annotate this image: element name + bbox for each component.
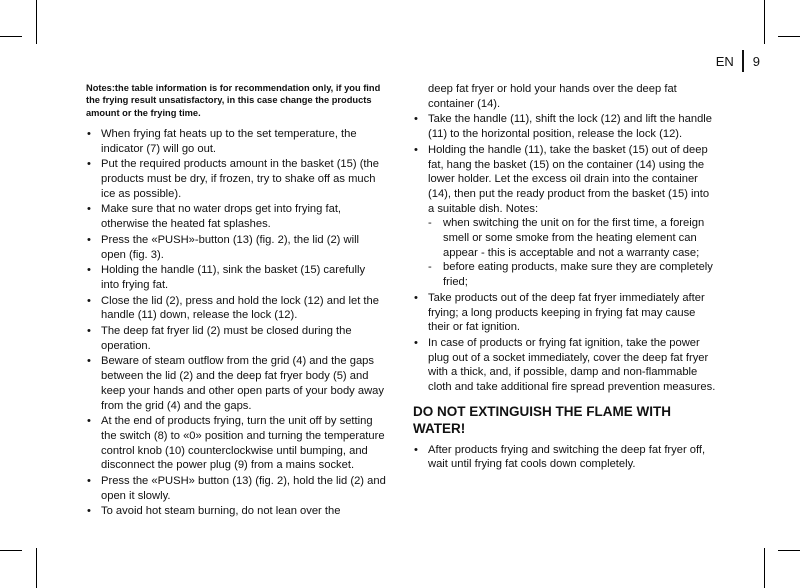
page-number: 9 <box>752 53 760 69</box>
sub-list-item: - before eating products, make sure they are completely fried; <box>428 260 718 289</box>
crop-mark <box>778 550 800 551</box>
instruction-list-continued <box>413 82 718 395</box>
list-item: • In case of products or frying fat ignition, take the power plug out of a socket immediately, cover the deep fat fryer with a thick, and, if possible, damp and non-flammable cloth and take additional fire spread prevention measures. <box>413 336 718 395</box>
list-item: • Take the handle (11), shift the lock (12) and lift the handle (11) to the horizontal position, release the lock (12). <box>413 112 718 141</box>
list-item: • Holding the handle (11), sink the basket (15) carefully into frying fat. <box>86 263 386 292</box>
recommendation-note: Notes:the table information is for recommendation only, if you find the frying result unsatisfactory, in this case change the products amount or the frying time. <box>86 83 381 118</box>
list-item: • Close the lid (2), press and hold the lock (12) and let the handle (11) down, release the lock (12). <box>86 294 386 323</box>
list-item: • Make sure that no water drops get into frying fat, otherwise the heated fat splashes. <box>86 202 386 231</box>
list-item: • To avoid hot steam burning, do not lean over the <box>86 504 386 519</box>
list-item: • The deep fat fryer lid (2) must be closed during the operation. <box>86 324 386 353</box>
crop-mark <box>36 0 37 44</box>
crop-mark <box>0 36 22 37</box>
right-column <box>413 82 718 473</box>
list-item <box>413 143 718 290</box>
list-item-continuation: deep fat fryer or hold your hands over the deep fat container (14). <box>428 83 677 110</box>
language-label: EN <box>715 53 734 69</box>
page-header <box>716 50 760 72</box>
crop-mark <box>36 548 37 588</box>
list-item: • Take products out of the deep fat fryer immediately after frying; a long products keeping in frying fat may cause their or fat ignition. <box>413 291 718 335</box>
crop-mark <box>0 550 22 551</box>
left-column <box>86 82 386 520</box>
list-item: • Put the required products amount in the basket (15) (the products must be dry, if frozen, try to shake off as much ice as possible). <box>86 157 386 201</box>
instruction-list <box>86 127 386 519</box>
list-item: • At the end of products frying, turn the unit off by setting the switch (8) to «0» position and turning the temperature control knob (10) counterclockwise until bumping, and disconnect the power plug (9) from a mains socket. <box>86 414 386 473</box>
final-list <box>413 443 718 472</box>
warning-heading: DO NOT EXTINGUISH THE FLAME WITH WATER! <box>413 403 671 436</box>
notes-sublist <box>428 216 718 290</box>
crop-mark <box>764 548 765 588</box>
list-item: • Press the «PUSH»-button (13) (fig. 2), the lid (2) will open (fig. 3). <box>86 233 386 262</box>
crop-mark <box>778 36 800 37</box>
crop-mark <box>764 0 765 44</box>
list-item: • After products frying and switching the deep fat fryer off, wait until frying fat cools down completely. <box>413 443 718 472</box>
list-item: • Press the «PUSH» button (13) (fig. 2), hold the lid (2) and open it slowly. <box>86 474 386 503</box>
sub-list-item: - when switching the unit on for the first time, a foreign smell or some smoke from the heating element can appear - this is acceptable and not a warranty case; <box>428 216 718 260</box>
list-item-text: Holding the handle (11), take the basket (15) out of deep fat, hang the basket (15) on the container (14) using the lower holder. Let the excess oil drain into the container (14), then put the ready product from the basket (15) into a suitable dish. Notes: <box>428 143 710 215</box>
list-item: • When frying fat heats up to the set temperature, the indicator (7) will go out. <box>86 127 386 156</box>
header-divider <box>742 50 744 72</box>
list-item: • Beware of steam outflow from the grid (4) and the gaps between the lid (2) and the deep fat fryer body (5) and keep your hands and other open parts of your body away from the grid (4) and the gaps. <box>86 354 386 413</box>
